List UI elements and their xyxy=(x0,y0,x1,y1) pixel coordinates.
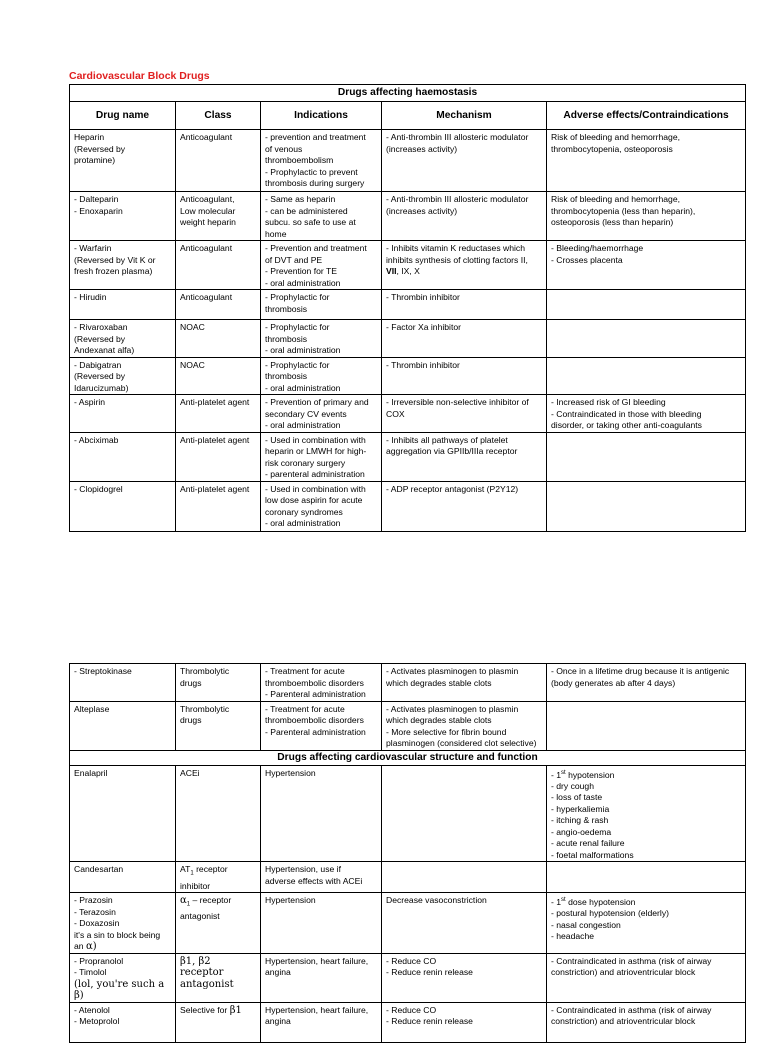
mechanism-cell: - Factor Xa inhibitor xyxy=(382,320,547,358)
adverse-effects-cell xyxy=(547,701,746,750)
drug-name-cell: - Dabigatran (Reversed by Idarucizumab) xyxy=(70,357,176,395)
table-row xyxy=(70,290,746,320)
drug-name-cell: - Aspirin xyxy=(70,395,176,433)
table-row xyxy=(70,953,746,1002)
adverse-effects-cell xyxy=(547,290,746,320)
drug-name-cell: - Streptokinase xyxy=(70,664,176,702)
class-cell xyxy=(176,1002,261,1042)
section-heading: Drugs affecting cardiovascular structure and function xyxy=(70,750,746,765)
adverse-text: - 1 xyxy=(551,769,562,780)
mechanism-cell: - Irreversible non-selective inhibitor of COX xyxy=(382,395,547,433)
drug-name-cell: - Warfarin (Reversed by Vit K or fresh frozen plasma) xyxy=(70,241,176,290)
drug-name-cell: - Rivaroxaban (Reversed by Andexanat alfa) xyxy=(70,320,176,358)
class-text: Selective for xyxy=(180,1004,230,1015)
superscript-text: st xyxy=(561,769,566,776)
mechanism-cell: - Reduce CO - Reduce renin release xyxy=(382,953,547,1002)
class-cell: Anti-platelet agent xyxy=(176,481,261,531)
column-header: Adverse effects/Contraindications xyxy=(547,102,746,130)
mechanism-cell: - Thrombin inhibitor xyxy=(382,357,547,395)
mechanism-cell: - Thrombin inhibitor xyxy=(382,290,547,320)
indications-cell: - Used in combination with heparin or LMWH for high- risk coronary surgery - parenteral administration xyxy=(261,432,382,481)
alpha-symbol: α) xyxy=(85,941,97,953)
class-cell xyxy=(176,862,261,893)
class-cell: NOAC xyxy=(176,357,261,395)
adverse-effects-cell: - Increased risk of GI bleeding - Contraindicated in those with bleeding disorder, or taking other anti-coagulants xyxy=(547,395,746,433)
drug-text: - Prazosin - Terazosin - Doxazosin it's a sin to block being an xyxy=(74,895,161,952)
indications-cell: - Prophylactic for thrombosis xyxy=(261,290,382,320)
table-row xyxy=(70,241,746,290)
adverse-effects-cell xyxy=(547,357,746,395)
mechanism-cell: - Activates plasminogen to plasmin which degrades stable clots xyxy=(382,664,547,702)
class-text: – receptor antagonist xyxy=(180,895,232,922)
adverse-effects-cell xyxy=(547,320,746,358)
class-text: receptor inhibitor xyxy=(180,864,228,891)
class-cell: NOAC xyxy=(176,320,261,358)
mechanism-text: - Inhibits vitamin K reductases which inhibits synthesis of clotting factors II, xyxy=(386,243,528,265)
alpha-symbol: α xyxy=(180,895,187,907)
table-row xyxy=(70,432,746,481)
mechanism-cell: - Activates plasminogen to plasmin which degrades stable clots - More selective for fibrin bound plasminogen (considered clot selective) xyxy=(382,701,547,750)
indications-cell: - prevention and treatment of venous thromboembolism - Prophylactic to prevent thrombosis during surgery xyxy=(261,130,382,192)
drug-name-cell: Enalapril xyxy=(70,765,176,862)
mechanism-cell: - Anti-thrombin III allosteric modulator (increases activity) xyxy=(382,130,547,192)
beta-symbol: β1, β2 xyxy=(180,955,211,967)
indications-cell: Hypertension, use if adverse effects with ACEi xyxy=(261,862,382,893)
drug-name-cell: - Abciximab xyxy=(70,432,176,481)
column-header: Drug name xyxy=(70,102,176,130)
mechanism-cell xyxy=(382,862,547,893)
mechanism-cell xyxy=(382,765,547,862)
table-row xyxy=(70,192,746,241)
class-text: receptor antagonist xyxy=(180,967,234,990)
drug-name-cell xyxy=(70,893,176,954)
adverse-effects-cell xyxy=(547,893,746,954)
section-heading: Drugs affecting haemostasis xyxy=(70,85,746,102)
beta-symbol: β1 xyxy=(229,1004,242,1016)
drug-name-cell: - Hirudin xyxy=(70,290,176,320)
column-header: Mechanism xyxy=(382,102,547,130)
beta-note-text: (lol, you're such a β) xyxy=(74,978,165,1002)
class-cell: Anticoagulant xyxy=(176,290,261,320)
class-cell: Anti-platelet agent xyxy=(176,432,261,481)
table-row xyxy=(70,320,746,358)
indications-cell: - Treatment for acute thromboembolic disorders - Parenteral administration xyxy=(261,701,382,750)
class-cell: Anticoagulant, Low molecular weight heparin xyxy=(176,192,261,241)
adverse-text: - 1 xyxy=(551,896,562,907)
table-row xyxy=(70,893,746,954)
drug-name-cell: Heparin (Reversed by protamine) xyxy=(70,130,176,192)
indications-cell: - Treatment for acute thromboembolic disorders - Parenteral administration xyxy=(261,664,382,702)
adverse-text: dose hypotension - postural hypotension (elderly) - nasal congestion - headache xyxy=(551,896,669,942)
indications-cell: Hypertension, heart failure, angina xyxy=(261,953,382,1002)
adverse-effects-cell xyxy=(547,481,746,531)
adverse-effects-cell: - Contraindicated in asthma (risk of airway constriction) and atrioventricular block xyxy=(547,953,746,1002)
class-cell: Anticoagulant xyxy=(176,130,261,192)
factor-bold-text: VII xyxy=(386,266,397,276)
table-row xyxy=(70,481,746,531)
drug-name-cell: - Dalteparin - Enoxaparin xyxy=(70,192,176,241)
adverse-effects-cell: - Bleeding/haemorrhage - Crosses placenta xyxy=(547,241,746,290)
mechanism-cell xyxy=(382,241,547,290)
mechanism-cell: - Reduce CO - Reduce renin release xyxy=(382,1002,547,1042)
mechanism-text: , IX, X xyxy=(396,266,420,276)
class-cell: Thrombolytic drugs xyxy=(176,664,261,702)
adverse-effects-cell xyxy=(547,862,746,893)
indications-cell: - Prophylactic for thrombosis - oral administration xyxy=(261,357,382,395)
class-cell xyxy=(176,953,261,1002)
column-header: Indications xyxy=(261,102,382,130)
table-row xyxy=(70,765,746,862)
indications-cell: - Used in combination with low dose aspirin for acute coronary syndromes - oral administration xyxy=(261,481,382,531)
table-row xyxy=(70,1002,746,1042)
adverse-effects-cell: - Contraindicated in asthma (risk of airway constriction) and atrioventricular block xyxy=(547,1002,746,1042)
mechanism-cell: - Inhibits all pathways of platelet aggregation via GPIIb/IIIa receptor xyxy=(382,432,547,481)
table-row xyxy=(70,862,746,893)
superscript-text: st xyxy=(561,897,566,904)
drug-name-cell xyxy=(70,953,176,1002)
class-text: AT xyxy=(180,864,191,875)
mechanism-cell: Decrease vasoconstriction xyxy=(382,893,547,954)
table-row xyxy=(70,664,746,702)
document-title: Cardiovascular Block Drugs xyxy=(69,70,210,82)
drug-text: - Propranolol - Timolol xyxy=(74,955,124,978)
indications-cell: - Prevention and treatment of DVT and PE - Prevention for TE - oral administration xyxy=(261,241,382,290)
subscript-text: 1 xyxy=(186,901,191,908)
adverse-text: - dry cough - loss of taste - hyperkaliemia - itching & rash - angio-oedema - acute renal failure - foetal malformations xyxy=(551,780,634,860)
adverse-effects-cell: Risk of bleeding and hemorrhage, thrombocytopenia (less than heparin), osteoporosis (less than heparin) xyxy=(547,192,746,241)
cardiovascular-table xyxy=(69,663,746,1043)
adverse-effects-cell: - Once in a lifetime drug because it is antigenic (body generates ab after 4 days) xyxy=(547,664,746,702)
adverse-text: hypotension xyxy=(565,769,615,780)
drug-name-cell: Candesartan xyxy=(70,862,176,893)
mechanism-cell: - Anti-thrombin III allosteric modulator (increases activity) xyxy=(382,192,547,241)
class-cell: Anti-platelet agent xyxy=(176,395,261,433)
class-cell: ACEi xyxy=(176,765,261,862)
indications-cell: Hypertension xyxy=(261,765,382,862)
adverse-effects-cell xyxy=(547,432,746,481)
drug-name-cell: Alteplase xyxy=(70,701,176,750)
indications-cell: Hypertension, heart failure, angina xyxy=(261,1002,382,1042)
indications-cell: - Same as heparin - can be administered subcu. so safe to use at home xyxy=(261,192,382,241)
indications-cell: - Prophylactic for thrombosis - oral administration xyxy=(261,320,382,358)
table-row xyxy=(70,395,746,433)
haemostasis-table xyxy=(69,84,746,532)
class-cell: Anticoagulant xyxy=(176,241,261,290)
class-cell xyxy=(176,893,261,954)
table-row xyxy=(70,701,746,750)
column-header: Class xyxy=(176,102,261,130)
table-row xyxy=(70,130,746,192)
subscript-text: 1 xyxy=(190,871,194,878)
adverse-effects-cell xyxy=(547,765,746,862)
indications-cell: - Prevention of primary and secondary CV events - oral administration xyxy=(261,395,382,433)
adverse-effects-cell: Risk of bleeding and hemorrhage, thrombocytopenia, osteoporosis xyxy=(547,130,746,192)
table-row xyxy=(70,357,746,395)
class-cell: Thrombolytic drugs xyxy=(176,701,261,750)
drug-name-cell: - Atenolol - Metoprolol xyxy=(70,1002,176,1042)
indications-cell: Hypertension xyxy=(261,893,382,954)
drug-name-cell: - Clopidogrel xyxy=(70,481,176,531)
mechanism-cell: - ADP receptor antagonist (P2Y12) xyxy=(382,481,547,531)
